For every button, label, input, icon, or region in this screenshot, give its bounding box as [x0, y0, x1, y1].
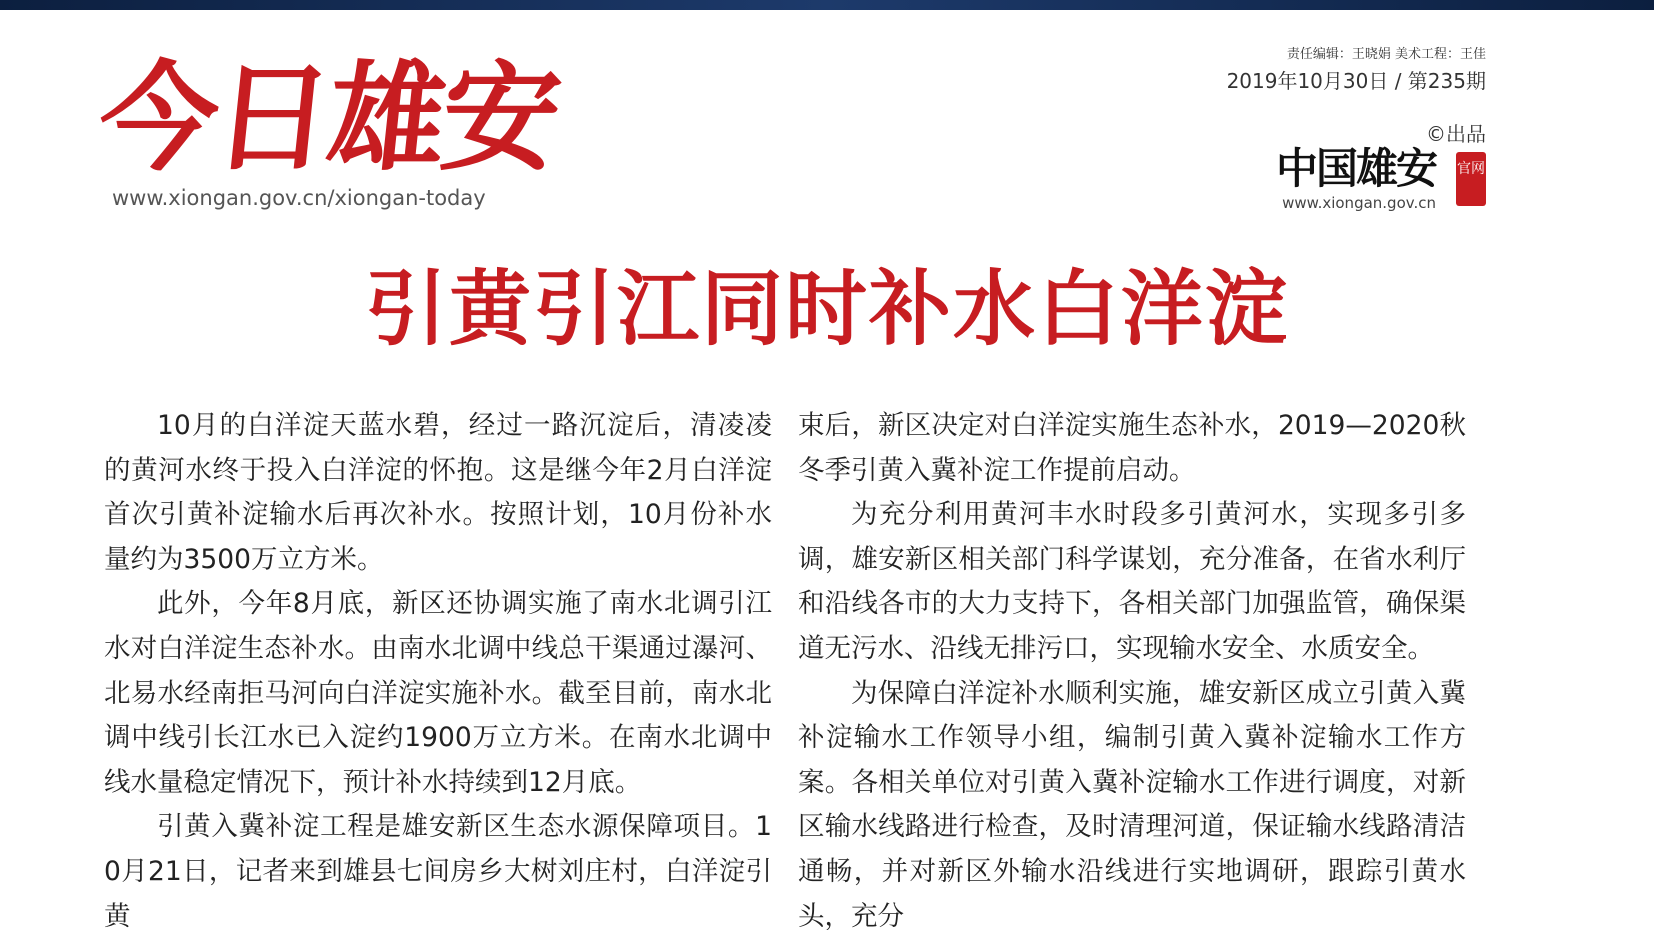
article-column-right	[798, 404, 1466, 930]
masthead-title: 今日雄安	[92, 48, 564, 187]
article-column-left	[104, 404, 772, 930]
article-paragraph: 引黄入冀补淀工程是雄安新区生态水源保障项目。10月21日，记者来到雄县七间房乡大树刘庄村，白洋淀引黄	[104, 811, 772, 930]
article-paragraph: 此外，今年8月底，新区还协调实施了南水北调引江水对白洋淀生态补水。由南水北调中线总干渠通过瀑河、北易水经南拒马河向白洋淀实施补水。截至目前，南水北调中线引长江水已入淀约1900万立方米。在南水北调中线水量稳定情况下，预计补水持续到12月底。	[104, 588, 772, 798]
article-paragraph: 10月的白洋淀天蓝水碧，经过一路沉淀后，清凌凌的黄河水终于投入白洋淀的怀抱。这是继今年2月白洋淀首次引黄补淀输水后再次补水。按照计划，10月份补水量约为3500万立方米。	[104, 410, 772, 575]
article-paragraph: 为充分利用黄河丰水时段多引黄河水，实现多引多调，雄安新区相关部门科学谋划，充分准备，在省水利厅和沿线各市的大力支持下，各相关部门加强监管，确保渠道无污水、沿线无排污口，实现输水安全、水质安全。	[798, 499, 1466, 664]
credits-block	[1227, 46, 1486, 94]
article-paragraph-continued: 束后，新区决定对白洋淀实施生态补水，2019—2020秋冬季引黄入冀补淀工作提前启动。	[798, 410, 1466, 486]
issue-date: 2019年10月30日 / 第235期	[1226, 69, 1486, 93]
masthead	[92, 48, 564, 210]
publisher-url: www.xiongan.gov.cn	[1282, 194, 1436, 212]
article-paragraph: 为保障白洋淀补水顺利实施，雄安新区成立引黄入冀补淀输水工作领导小组，编制引黄入冀补淀输水工作方案。各相关单位对引黄入冀补淀输水工作进行调度，对新区输水线路进行检查，及时清理河道，保证输水线路清洁通畅，并对新区外输水沿线进行实地调研，跟踪引黄水头，充分	[798, 677, 1466, 930]
masthead-url: www.xiongan.gov.cn/xiongan-today	[112, 186, 486, 210]
publisher-block	[1246, 118, 1486, 218]
official-seal-icon: 官网	[1456, 152, 1486, 206]
publisher-logo: 中国雄安	[1275, 144, 1436, 193]
top-banner-bar	[0, 0, 1654, 10]
produced-by-label: ©出品	[1426, 122, 1486, 146]
editor-credits: 责任编辑：王晓娟 美术工程：王佳	[1286, 47, 1486, 62]
article-headline: 引黄引江同时补水白洋淀	[364, 261, 1289, 357]
